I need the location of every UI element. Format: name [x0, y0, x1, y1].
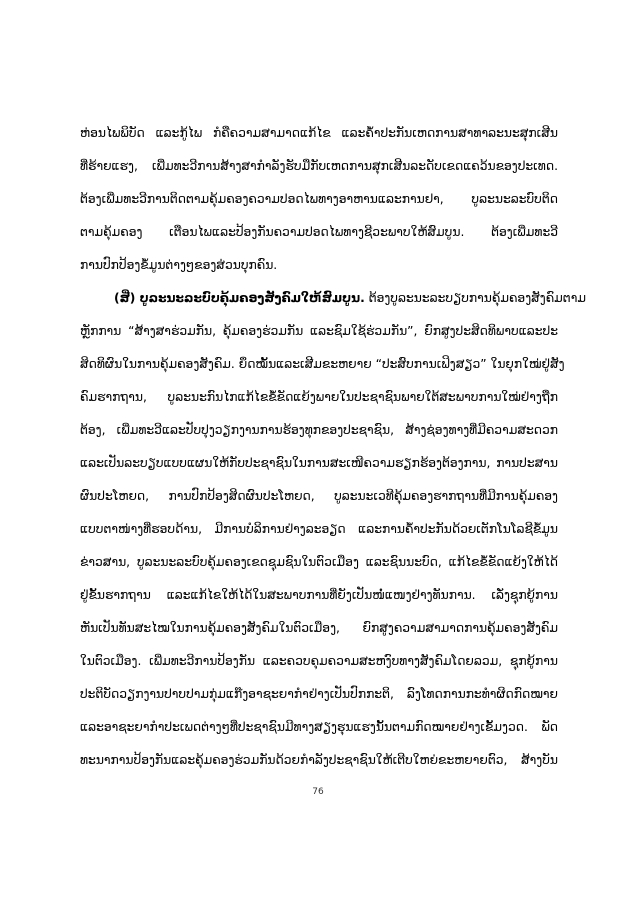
- text-line: ໃນຕົວເມືອງ. ເພີ່ມທະວີການປ້ອງກັນ ແລະຄວບຄຸມຄວາມສະຫງົບທາງສັງຄົມໂດຍລວມ, ຊຸກຍູ້ການ: [80, 654, 558, 668]
- text-line: ຫັນເປັນທັນສະໄໝໃນການຄຸ້ມຄອງສັງຄົມໃນຕົວເມືອງ, ຍົກສູງຄວາມສາມາດການຄຸ້ມຄອງສັງຄົມ: [80, 621, 558, 635]
- text-line: ຄົມຮາກຖານ, ບູລະນະກົນໄກແກ້ໄຂຂໍ້ຂັດແຍ້ງພາຍໃນປະຊາຊົນພາຍໃຕ້ສະພາບການໃໝ່ຢ່າງຖືກ: [80, 390, 558, 404]
- text-line: ຜົນປະໂຫຍດ, ການປົກປ້ອງສິດຜົນປະໂຫຍດ, ບູລະນະເວທີຄຸ້ມຄອງຮາກຖານທີ່ມີການຄຸ້ມຄອງ: [80, 489, 558, 503]
- section-heading: (ສີ່) ບູລະນະລະບົບຄຸ້ມຄອງສັງຄົມໃຫ້ສົມບູນ.: [114, 291, 365, 305]
- text-line: ຢູ່ຂັ້ນຮາກຖານ ແລະແກ້ໄຂໃຫ້ໄດ້ໃນສະພາບການທີ່ຍັງເປັນໜໍ່ແໜງຢ່າງທັນການ. ເລັ່ງຊຸກຍູ້ການ: [80, 588, 558, 602]
- text-line: ແລະເປັນລະບຽບແບບແຜນໃຫ້ກັບປະຊາຊົນໃນການສະເໜີຄວາມຮຽກຮ້ອງຕ້ອງການ, ການປະສານ: [80, 456, 558, 470]
- section-heading-line: [80, 282, 586, 315]
- text-line: ຂ່າວສານ, ບູລະນະລະບົບຄຸ້ມຄອງເຂດຊຸມຊົນໃນຕົວເມືອງ ແລະຊົນນະບົດ, ແກ້ໄຂຂໍ້ຂັດແຍ້ງໃຫ້ໄດ້: [80, 555, 558, 569]
- text-line: ທະນາການປ້ອງກັນແລະຄຸ້ມຄອງຮ່ວມກັນດ້ວຍກໍາລັງປະຊາຊົນໃຫ້ເຕີບໃຫຍ່ຂະຫຍາຍຕົວ, ສ້າງບັນ: [80, 753, 558, 767]
- text-line: ປະຕິບັດວຽກງານປາບປາມກຸ່ມແກ໊ງອາຊະຍາກໍາຢ່າງເປັນປົກກະຕິ, ລົງໂທດການກະທໍາຜິດກົດໝາຍ: [80, 687, 558, 701]
- text-line: ແບບຕາໜ່າງທີ່ຮອບດ້ານ, ມີການບໍລິການຢ່າງລະອຽດ ແລະການຄໍ້າປະກັນດ້ວຍເຕັກໂນໂລຊີຂໍ້ມູນ: [80, 522, 558, 536]
- text-line-rest: ຕ້ອງບູລະນະລະບຽບການຄຸ້ມຄອງສັງຄົມຕາມ: [364, 291, 586, 305]
- page-number: 76: [312, 787, 324, 797]
- text-line: ຕາມຄຸ້ມຄອງ ເຕືອນໄພແລະປ້ອງກັນຄວາມປອດໄພທາງຊີວະພາບໃຫ້ສົມບູນ. ຕ້ອງເພີ່ມທະວີ: [80, 225, 558, 239]
- text-line: ແລະອາຊະຍາກໍາປະເພດຕ່າງໆທີ່ປະຊາຊົນມີທາງສຽງຮຸນແຮງນັ້ນຕາມກົດໝາຍຢ່າງເຂັ້ມງວດ. ພັດ: [80, 720, 558, 734]
- text-line: ສິດທິຜົນໃນການຄຸ້ມຄອງສັງຄົມ. ຍຶດໝັ້ນແລະເສີມຂະຫຍາຍ “ປະສົບການເຟິງສຽວ” ໃນຍຸກໃໝ່ຢູ່ສັງ: [80, 357, 565, 371]
- text-line: ຕ້ອງ, ເພີ່ມທະວີແລະປັບປຸງວຽກງານການຮ້ອງທຸກຂອງປະຊາຊົນ, ສ້າງຊ່ອງທາງທີ່ມີຄວາມສະດວກ: [80, 423, 558, 437]
- text-line: ຕ້ອງເພີ່ມທະວີການຕິດຕາມຄຸ້ມຄອງຄວາມປອດໄພທາງອາຫານແລະການຢາ, ບູລະນະລະບົບຕິດ: [80, 192, 558, 206]
- text-line: ຫ່ອນໄພພິບັດ ແລະ​ກູ້ໄພ ກໍຄືຄວາມສາມາດແກ້ໄຂ ແລະຄໍ້າປະກັນເຫດການສາທາລະນະສຸກເສີນ: [80, 126, 558, 140]
- text-line: ທີ່ຮ້າຍແຮງ, ເພີ່ມທະວີການສ້າງສາກໍາລັງຮັບມືກັບເຫດການສຸກເສີນລະດັບເຂດແຄວ້ນຂອງປະເທດ.: [80, 159, 558, 173]
- text-line: ຫຼັກການ “ສ້າງສາຮ່ວມກັນ, ຄຸ້ມຄອງຮ່ວມກັນ ແລະຊົມໃຊ້ຮ່ວມກັນ”, ຍົກສູງປະສິດທິພາບແລະປະ: [80, 324, 558, 338]
- text-line: ການປົກປ້ອງຂໍ້ມູນຕ່າງໆຂອງສ່ວນບຸກຄົນ.: [80, 258, 278, 272]
- body-text: [80, 117, 586, 777]
